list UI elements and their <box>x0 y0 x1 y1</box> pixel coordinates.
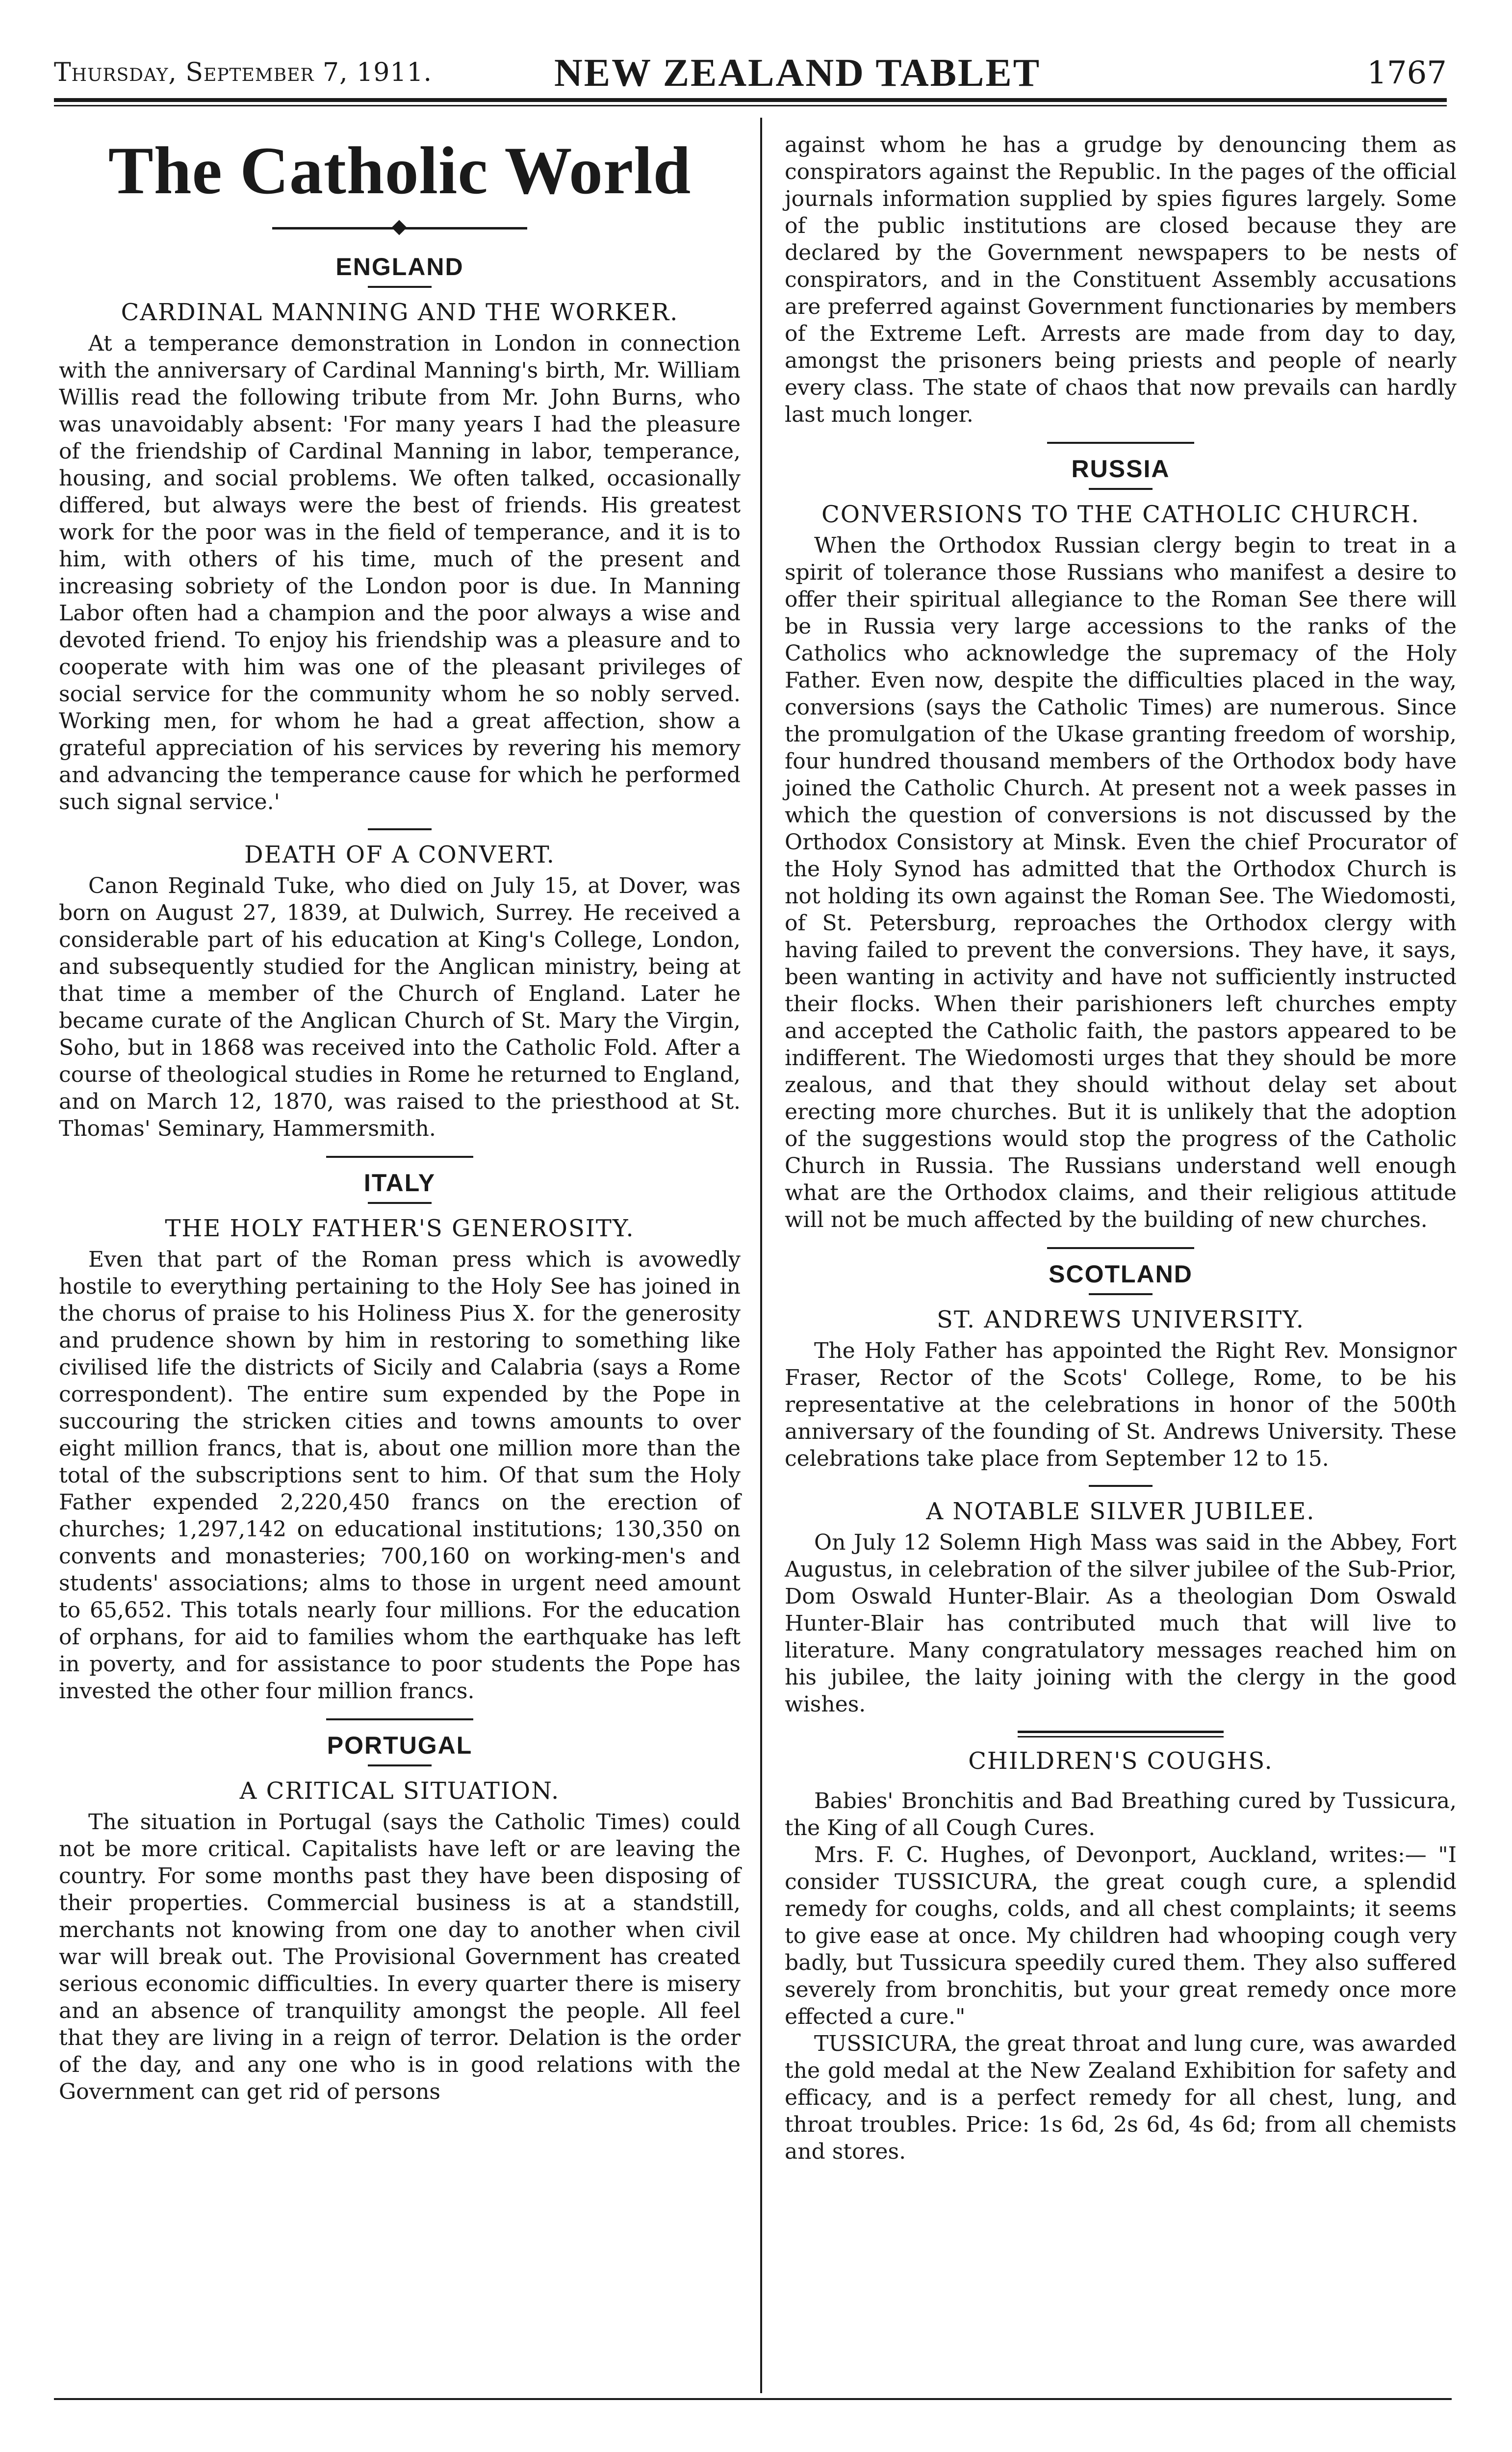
article-title-standrews: ST. ANDREWS UNIVERSITY. <box>936 1306 1305 1333</box>
right-column <box>785 131 1457 2165</box>
advert-body-3: TUSSICURA, the great throat and lung cure, was awarded the gold medal at the New Zealand Exhibition for safety and efficacy, and is a perfect remedy for all chest, lung, and throat troubles. Price: 1s 6d, 2s 6d, 4s 6d; from all chemists and stores. <box>785 2031 1457 2164</box>
divider <box>1089 1485 1153 1487</box>
article-body-standrews: The Holy Father has appointed the Right Rev. Monsignor Fraser, Rector of the Scots' College, Rome, to be his representative at the celebrations in honor of the 500th anniversary of the founding of St. Andrews University. These celebrations take place from September 12 to 15. <box>785 1338 1457 1471</box>
country-heading-russia: RUSSIA <box>1071 455 1170 483</box>
article-title-manning: CARDINAL MANNING AND THE WORKER. <box>121 299 679 326</box>
section-divider <box>1047 442 1194 444</box>
newspaper-title: NEW ZEALAND TABLET <box>554 51 1041 95</box>
issue-date: Thursday, September 7, 1911. <box>54 58 433 87</box>
page-number: 1767 <box>1367 55 1447 91</box>
divider <box>368 1202 432 1204</box>
country-heading-italy: ITALY <box>363 1169 436 1197</box>
article-body-manning: At a temperance demonstration in London in connection with the anniversary of Cardinal Manning's birth, Mr. William Willis read the following tribute from Mr. John Burns, who was unavoidably absent: 'For many years I had the pleasure of the friendship of Cardinal Manning in labor, temperance, housing, and social problems. We often talked, occasionally differed, but always were the best of friends. His greatest work for the poor was in the field of temperance, and it is to him, with others of his time, much of the present and increasing sobriety of the London poor is due. In Manning Labor often had a champion and the poor always a wise and devoted friend. To enjoy his friendship was a pleasure and to cooperate with him was one of the pleasant privileges of social service for the community whom he so nobly served. Working men, for whom he had a great affection, show a grateful appreciation of his services by revering his memory and advancing the temperance cause for which he performed such signal service.' <box>59 331 741 815</box>
divider <box>368 1764 432 1766</box>
section-divider <box>326 1156 473 1158</box>
advert-body-1: Babies' Bronchitis and Bad Breathing cured by Tussicura, the King of all Cough Cures. <box>785 1788 1457 1840</box>
article-title-jubilee: A NOTABLE SILVER JUBILEE. <box>926 1498 1315 1525</box>
article-body-portugal-continued: against whom he has a grudge by denouncing them as conspirators against the Republic. In the pages of the official journals information supplied by spies figures largely. Some of the public institutions are closed because they are declared by the Government newspapers to be nests of conspirators, and in the Constituent Assembly accusations are preferred against Government functionaries by members of the Extreme Left. Arrests are made from day to day, amongst the prisoners being priests and people of nearly every class. The state of chaos that now prevails can hardly last much longer. <box>785 132 1457 427</box>
diamond-ornament-icon <box>391 220 407 235</box>
masthead-rule <box>54 98 1447 102</box>
advert-body-2: Mrs. F. C. Hughes, of Devonport, Auckland, writes:— "I consider TUSSICURA, the great cough cure, a splendid remedy for coughs, colds, and all chest complaints; it seems to give ease at once. My children had whooping cough very badly, but Tussicura speedily cured them. They also suffered severely from bronchitis, but your great remedy once more effected a cure." <box>785 1842 1457 2029</box>
column-divider <box>760 118 762 2393</box>
section-title: The Catholic World <box>108 133 692 208</box>
article-title-convert: DEATH OF A CONVERT. <box>244 841 555 868</box>
bottom-rule <box>54 2398 1452 2400</box>
divider <box>368 828 432 830</box>
divider <box>1089 1293 1153 1295</box>
country-heading-scotland: SCOTLAND <box>1049 1260 1193 1288</box>
advert-title: CHILDREN'S COUGHS. <box>968 1747 1273 1775</box>
country-heading-portugal: PORTUGAL <box>327 1732 473 1759</box>
title-ornament <box>272 218 527 238</box>
article-title-generosity: THE HOLY FATHER'S GENEROSITY. <box>165 1215 635 1242</box>
masthead-rule-thin <box>54 105 1447 106</box>
article-body-jubilee: On July 12 Solemn High Mass was said in the Abbey, Fort Augustus, in celebration of the silver jubilee of the Sub-Prior, Dom Oswald Hunter-Blair. As a theologian Dom Oswald Hunter-Blair has contributed much that will live to literature. Many congratulatory messages reached him on his jubilee, the laity joining with the clergy in the good wishes. <box>785 1530 1457 1717</box>
article-body-generosity: Even that part of the Roman press which is avowedly hostile to everything pertaining to the Holy See has joined in the chorus of praise to his Holiness Pius X. for the generosity and prudence shown by him in restoring to something like civilised life the districts of Sicily and Calabria (says a Rome correspondent). The entire sum expended by the Pope in succouring the stricken cities and towns amounts to over eight million francs, that is, about one million more than the total of the subscriptions sent to him. Of that sum the Holy Father expended 2,220,450 francs on the erection of churches; 1,297,142 on educational institutions; 130,350 on convents and monasteries; 700,160 on working-men's and students' associations; alms to those in urgent need amount to 65,652. This totals nearly four millions. For the education of orphans, for aid to families whom the earthquake has left in poverty, and for assistance to poor students the Pope has invested the other four million francs. <box>59 1247 741 1704</box>
section-divider <box>326 1718 473 1720</box>
article-body-convert: Canon Reginald Tuke, who died on July 15, at Dover, was born on August 27, 1839, at Dulwich, Surrey. He received a considerable part of his education at King's College, London, and subsequently studied for the Anglican ministry, being at that time a member of the Church of England. Later he became curate of the Anglican Church of St. Mary the Virgin, Soho, but in 1868 was received into the Catholic Fold. After a course of theological studies in Rome he returned to England, and on March 12, 1870, was raised to the priesthood at St. Thomas' Seminary, Hammersmith. <box>59 873 741 1141</box>
article-body-conversions: When the Orthodox Russian clergy begin to treat in a spirit of tolerance those Russians who manifest a desire to offer their spiritual allegiance to the Roman See there will be in Russia very large accessions to the ranks of the Catholics who acknowledge the supremacy of the Holy Father. Even now, despite the difficulties placed in the way, conversions (says the Catholic Times) are numerous. Since the promulgation of the Ukase granting freedom of worship, four hundred thousand members of the Orthodox body have joined the Catholic Church. At present not a week passes in which the question of conversions is not discussed by the Orthodox Consistory at Minsk. Even the chief Procurator of the Holy Synod has admitted that the Orthodox Church is not holding its own against the Roman See. The Wiedomosti, of St. Petersburg, reproaches the Orthodox clergy with having failed to prevent the conversions. They have, it says, been wanting in activity and have not sufficiently instructed their flocks. When their parishioners left churches empty and accepted the Catholic faith, the pastors appeared to be indifferent. The Wiedomosti urges that they should be more zealous, and that they should without delay set about erecting more churches. But it is unlikely that the adoption of the suggestions would stop the progress of the Catholic Church in Russia. The Russians understand well enough what are the Orthodox claims, and their religious attitude will not be much affected by the building of new churches. <box>785 533 1457 1232</box>
masthead <box>54 51 1447 117</box>
country-heading-england: ENGLAND <box>335 253 464 281</box>
article-body-critical: The situation in Portugal (says the Catholic Times) could not be more critical. Capitalists have left or are leaving the country. For some months past they have been disposing of their properties. Commercial business is at a standstill, merchants not knowing from one day to another when civil war will break out. The Provisional Government has created serious economic difficulties. In every quarter there is misery and an absence of tranquility amongst the people. All feel that they are living in a reign of terror. Delation is the order of the day, and any one who is in good relations with the Government can get rid of persons <box>59 1810 741 2104</box>
article-title-critical: A CRITICAL SITUATION. <box>239 1777 560 1805</box>
article-title-conversions: CONVERSIONS TO THE CATHOLIC CHURCH. <box>821 501 1420 528</box>
left-column <box>59 131 741 2105</box>
divider <box>1089 488 1153 490</box>
section-divider <box>1047 1247 1194 1249</box>
advert-divider <box>1018 1731 1224 1737</box>
divider <box>368 286 432 288</box>
